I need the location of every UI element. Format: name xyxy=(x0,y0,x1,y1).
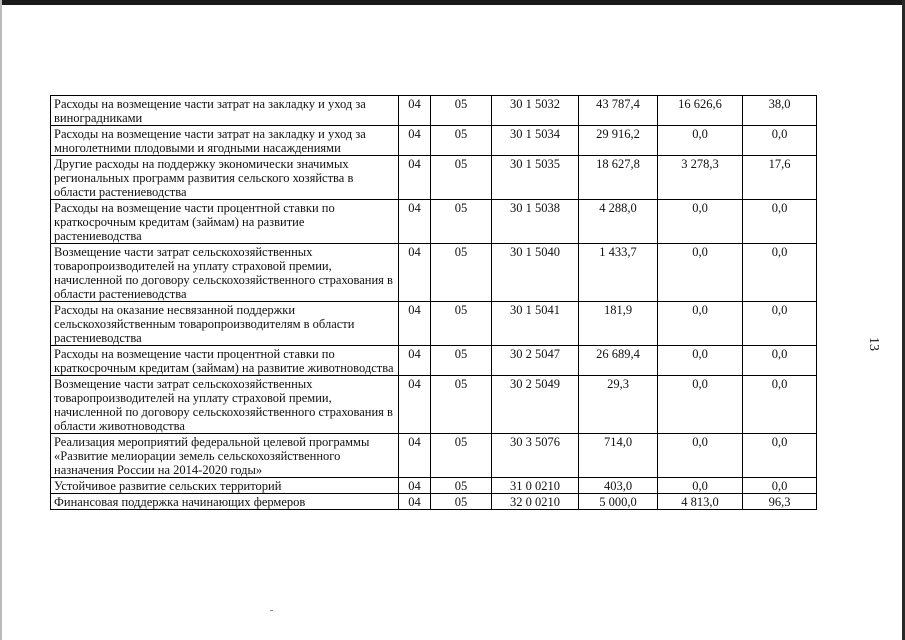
row-actual: 0,0 xyxy=(658,126,743,156)
row-article: 32 0 0210 xyxy=(492,494,579,510)
table-body xyxy=(51,96,817,510)
row-subsection: 05 xyxy=(431,126,492,156)
row-name: Другие расходы на поддержку экономически значимых региональных программ развития сельского хозяйства в области растениеводства xyxy=(51,156,399,200)
row-actual: 0,0 xyxy=(658,302,743,346)
row-subsection: 05 xyxy=(431,302,492,346)
page-number: 13 xyxy=(866,337,881,351)
table-row xyxy=(51,434,817,478)
row-subsection: 05 xyxy=(431,376,492,434)
row-plan: 181,9 xyxy=(579,302,658,346)
row-plan: 714,0 xyxy=(579,434,658,478)
row-name: Расходы на оказание несвязанной поддержки сельскохозяйственным товаропроизводителям в области растениеводства xyxy=(51,302,399,346)
row-name: Реализация мероприятий федеральной целевой программы «Развитие мелиорации земель сельскохозяйственного назначения России на 2014-2020 годы» xyxy=(51,434,399,478)
row-percent: 0,0 xyxy=(743,302,817,346)
scan-border-left xyxy=(0,0,2,640)
scan-border-top xyxy=(0,0,905,5)
row-subsection: 05 xyxy=(431,156,492,200)
row-article: 30 1 5032 xyxy=(492,96,579,126)
row-subsection: 05 xyxy=(431,346,492,376)
row-actual: 4 813,0 xyxy=(658,494,743,510)
row-section: 04 xyxy=(399,478,431,494)
row-percent: 0,0 xyxy=(743,244,817,302)
row-name: Расходы на возмещение части затрат на закладку и уход за виноградниками xyxy=(51,96,399,126)
table-row xyxy=(51,478,817,494)
row-name: Возмещение части затрат сельскохозяйственных товаропроизводителей на уплату страховой премии, начисленной по договору сельскохозяйственного страхования в области животноводства xyxy=(51,376,399,434)
row-plan: 4 288,0 xyxy=(579,200,658,244)
table-row xyxy=(51,302,817,346)
row-percent: 0,0 xyxy=(743,478,817,494)
row-plan: 18 627,8 xyxy=(579,156,658,200)
row-actual: 0,0 xyxy=(658,244,743,302)
row-plan: 43 787,4 xyxy=(579,96,658,126)
row-subsection: 05 xyxy=(431,494,492,510)
table-row xyxy=(51,156,817,200)
row-subsection: 05 xyxy=(431,244,492,302)
row-section: 04 xyxy=(399,434,431,478)
row-actual: 0,0 xyxy=(658,478,743,494)
row-percent: 96,3 xyxy=(743,494,817,510)
row-name: Расходы на возмещение части процентной ставки по краткосрочным кредитам (займам) на развитие животноводства xyxy=(51,346,399,376)
row-actual: 0,0 xyxy=(658,376,743,434)
row-percent: 0,0 xyxy=(743,434,817,478)
row-percent: 0,0 xyxy=(743,200,817,244)
row-actual: 3 278,3 xyxy=(658,156,743,200)
row-section: 04 xyxy=(399,200,431,244)
row-name: Расходы на возмещение части процентной ставки по краткосрочным кредитам (займам) на развитие растениеводства xyxy=(51,200,399,244)
table-row xyxy=(51,376,817,434)
row-article: 30 2 5049 xyxy=(492,376,579,434)
row-percent: 38,0 xyxy=(743,96,817,126)
row-section: 04 xyxy=(399,126,431,156)
row-subsection: 05 xyxy=(431,434,492,478)
row-article: 30 1 5034 xyxy=(492,126,579,156)
row-actual: 0,0 xyxy=(658,200,743,244)
row-article: 30 1 5038 xyxy=(492,200,579,244)
row-section: 04 xyxy=(399,96,431,126)
row-article: 30 1 5041 xyxy=(492,302,579,346)
table-row xyxy=(51,494,817,510)
row-actual: 0,0 xyxy=(658,346,743,376)
row-name: Устойчивое развитие сельских территорий xyxy=(51,478,399,494)
row-plan: 1 433,7 xyxy=(579,244,658,302)
row-name: Расходы на возмещение части затрат на закладку и уход за многолетними плодовыми и ягодными насаждениями xyxy=(51,126,399,156)
row-plan: 403,0 xyxy=(579,478,658,494)
row-article: 30 2 5047 xyxy=(492,346,579,376)
table-row xyxy=(51,126,817,156)
row-plan: 5 000,0 xyxy=(579,494,658,510)
row-section: 04 xyxy=(399,156,431,200)
row-article: 30 1 5040 xyxy=(492,244,579,302)
table-row xyxy=(51,96,817,126)
row-section: 04 xyxy=(399,244,431,302)
row-name: Возмещение части затрат сельскохозяйственных товаропроизводителей на уплату страховой премии, начисленной по договору сельскохозяйственного страхования в области растениеводства xyxy=(51,244,399,302)
row-name: Финансовая поддержка начинающих фермеров xyxy=(51,494,399,510)
row-actual: 0,0 xyxy=(658,434,743,478)
row-percent: 0,0 xyxy=(743,376,817,434)
row-article: 31 0 0210 xyxy=(492,478,579,494)
row-plan: 26 689,4 xyxy=(579,346,658,376)
table-row xyxy=(51,244,817,302)
row-section: 04 xyxy=(399,346,431,376)
table-row xyxy=(51,200,817,244)
scan-speck xyxy=(270,610,273,611)
row-percent: 17,6 xyxy=(743,156,817,200)
row-subsection: 05 xyxy=(431,478,492,494)
row-subsection: 05 xyxy=(431,96,492,126)
row-actual: 16 626,6 xyxy=(658,96,743,126)
row-subsection: 05 xyxy=(431,200,492,244)
table-row xyxy=(51,346,817,376)
row-percent: 0,0 xyxy=(743,346,817,376)
row-section: 04 xyxy=(399,376,431,434)
row-plan: 29 916,2 xyxy=(579,126,658,156)
row-percent: 0,0 xyxy=(743,126,817,156)
row-plan: 29,3 xyxy=(579,376,658,434)
row-section: 04 xyxy=(399,302,431,346)
row-article: 30 1 5035 xyxy=(492,156,579,200)
row-article: 30 3 5076 xyxy=(492,434,579,478)
row-section: 04 xyxy=(399,494,431,510)
budget-table xyxy=(50,95,817,510)
